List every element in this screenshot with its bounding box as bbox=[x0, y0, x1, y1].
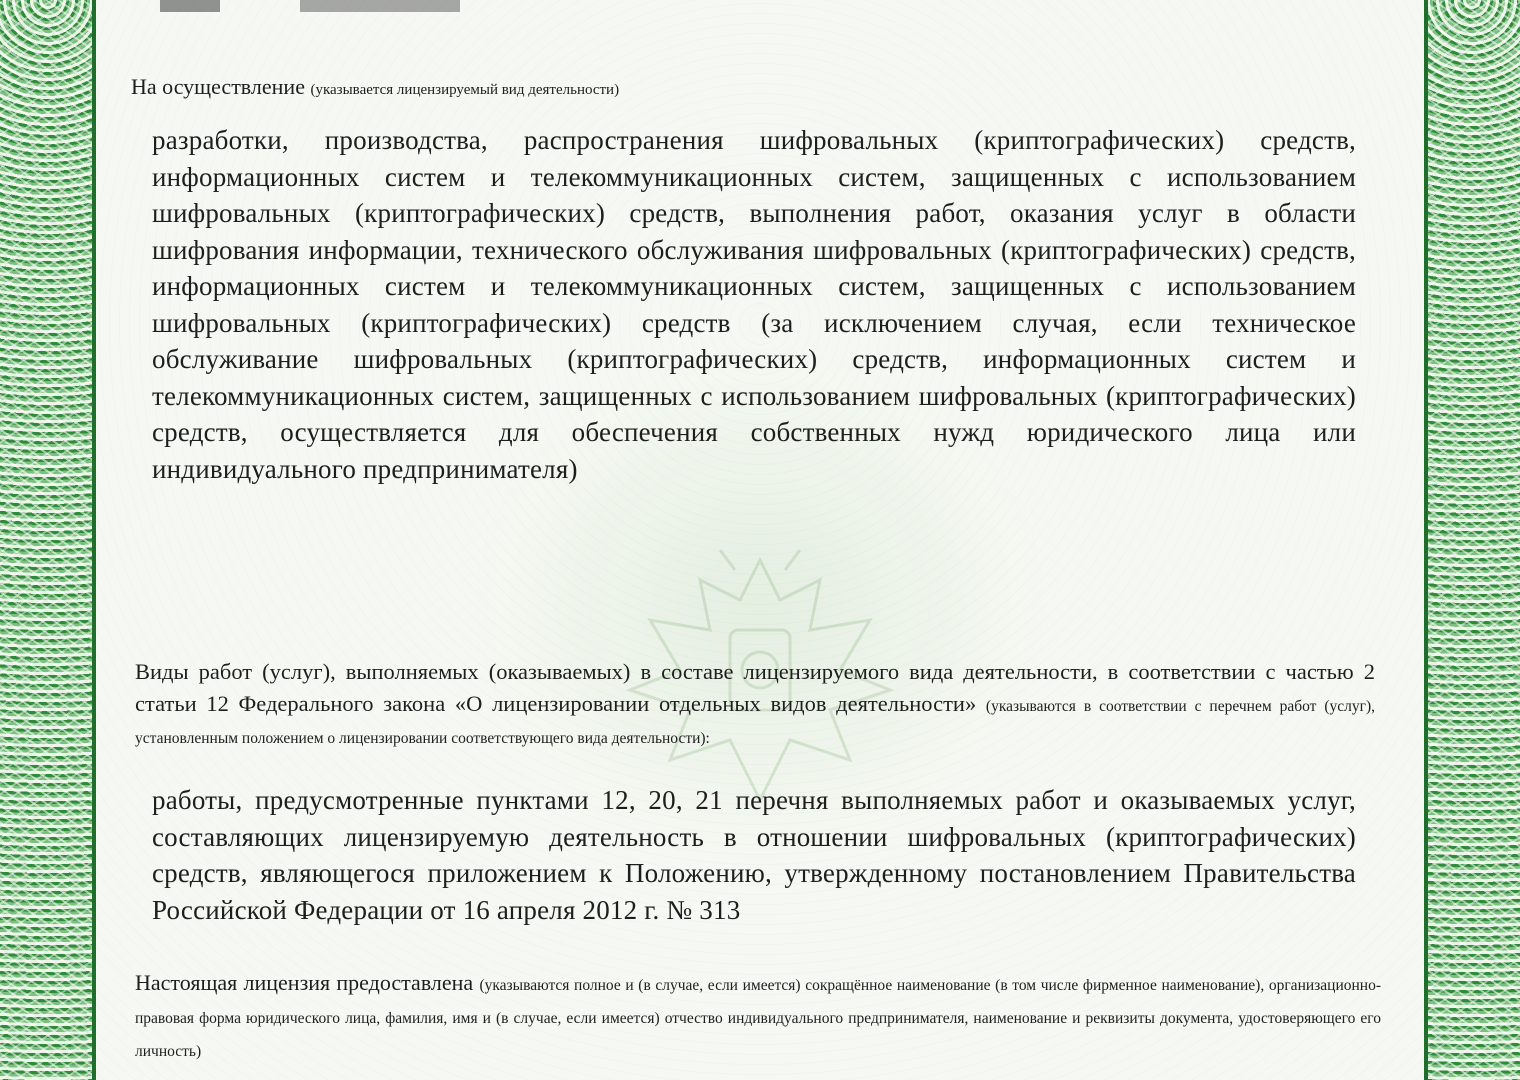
activity-hint: (указывается лицензируемый вид деятельности) bbox=[310, 82, 620, 98]
activity-label bbox=[131, 74, 619, 100]
cropped-header-text bbox=[160, 0, 620, 12]
works-lead: Виды работ (услуг), выполняемых (оказываемых) в составе лицензируемого вида деятельности, в соответствии с частью 2 статьи 12 Федерального закона «О лицензировании отдельных видов деятельности» bbox=[135, 659, 1375, 716]
decorative-border-left bbox=[0, 0, 96, 1080]
works-list-text: работы, предусмотренные пунктами 12, 20, 21 перечня выполняемых работ и оказываемых услуг, составляющих лицензируемую деятельность в отношении шифровальных (криптографических) средств, являющегося приложением к Положению, утвержденному постановлением Правительства Российской Федерации от 16 апреля 2012 г. № 313 bbox=[152, 785, 1356, 925]
licensed-activity-text: разработки, производства, распространения шифровальных (криптографических) средств, информационных систем и телекоммуникационных систем, защищенных с использованием шифровальных (криптографических) средств, выполнения работ, оказания услуг в области шифрования информации, технического обслуживания шифровальных (криптографических) средств, информационных систем и телекоммуникационных систем, защищенных с использованием шифровальных (криптографических) средств (за исключением случая, если техническое обслуживание шифровальных (криптографических) средств, информационных систем и телекоммуникационных систем, защищенных с использованием шифровальных (криптографических) средств, осуществляется для обеспечения собственных нужд юридического лица или индивидуального предпринимателя) bbox=[152, 125, 1356, 484]
licensee-hint: (указываются полное и (в случае, если имеется) сокращённое наименование (в том числе фирменное наименование), организационно-правовая форма юридического лица, фамилия, имя и (в случае, если имеется) отчество индивидуального предпринимателя, наименование и реквизиты документа, удостоверяющего его личность) bbox=[135, 977, 1381, 1060]
works-hint: (указываются в соответствии с перечнем работ (услуг), установленным положением о лицензировании соответствующего вида деятельности): bbox=[135, 698, 1376, 747]
works-section bbox=[135, 656, 1375, 752]
licensee-lead: Настоящая лицензия предоставлена bbox=[135, 970, 474, 995]
licensee-section bbox=[135, 968, 1381, 1067]
decorative-border-right bbox=[1424, 0, 1520, 1080]
activity-lead: На осуществление bbox=[131, 74, 305, 99]
